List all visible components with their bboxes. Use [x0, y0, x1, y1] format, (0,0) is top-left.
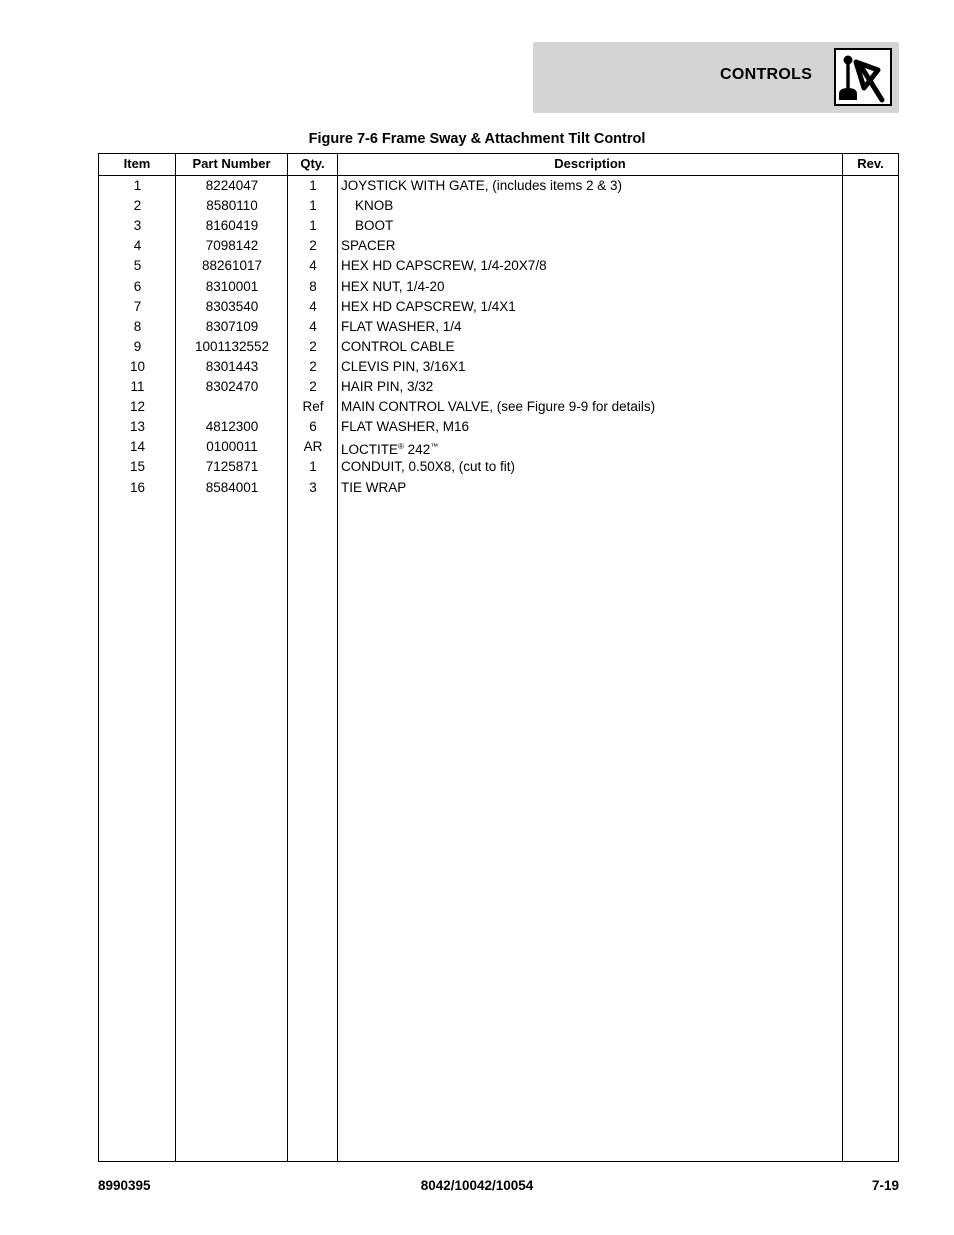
description: FLAT WASHER, M16: [341, 419, 470, 435]
quantity: 1: [309, 218, 317, 234]
part-number: 8584001: [205, 479, 259, 495]
quantity: 3: [309, 479, 317, 495]
quantity: 2: [309, 238, 317, 254]
item-number: 5: [133, 258, 142, 274]
column-header-rev: Rev.: [857, 156, 884, 171]
quantity: 6: [309, 419, 317, 435]
table-row: [99, 457, 898, 477]
table-row: [99, 377, 898, 397]
item-number: 15: [129, 459, 146, 475]
item-number: 7: [133, 298, 142, 314]
trademark-mark: ™: [430, 442, 439, 452]
quantity: AR: [303, 439, 323, 455]
figure-title: Figure 7-6 Frame Sway & Attachment Tilt Control: [308, 131, 646, 147]
column-header-item: Item: [123, 156, 151, 171]
item-number: 3: [133, 218, 142, 234]
description: FLAT WASHER, 1/4: [341, 318, 462, 334]
table-row: [99, 176, 898, 196]
quantity: Ref: [302, 399, 324, 415]
part-number: 0100011: [206, 439, 258, 455]
footer-model-numbers: 8042/10042/10054: [420, 1178, 534, 1193]
quantity: 4: [309, 318, 317, 334]
description: TIE WRAP: [341, 479, 407, 495]
description: CLEVIS PIN, 3/16X1: [341, 358, 466, 374]
description: SPACER: [341, 238, 396, 254]
part-number: 8224047: [205, 178, 259, 193]
item-number: 10: [129, 358, 146, 374]
table-row: [99, 196, 898, 216]
item-number: 9: [133, 338, 142, 354]
description: CONTROL CABLE: [341, 338, 455, 354]
table-row: [99, 317, 898, 337]
part-number: 1001132552: [194, 338, 270, 354]
item-number: 6: [133, 278, 142, 294]
table-row: [99, 277, 898, 297]
column-header-part-number: Part Number: [192, 156, 271, 171]
description: CONDUIT, 0.50X8, (cut to fit): [341, 459, 516, 475]
quantity: 2: [309, 358, 317, 374]
column-header-qty: Qty.: [300, 156, 325, 171]
quantity: 4: [309, 258, 317, 274]
item-number: 1: [133, 178, 142, 193]
part-number: 7125871: [205, 459, 259, 475]
part-number: 8310001: [205, 278, 259, 294]
item-number: 14: [129, 439, 146, 455]
description: HAIR PIN, 3/32: [341, 379, 434, 394]
quantity: 2: [309, 379, 317, 394]
table-row: [99, 297, 898, 317]
table-row: [99, 216, 898, 236]
description: HEX HD CAPSCREW, 1/4-20X7/8: [341, 258, 547, 274]
quantity: 8: [309, 278, 317, 294]
table-row: [99, 236, 898, 256]
item-number: 11: [130, 379, 145, 394]
item-number: 2: [133, 198, 142, 214]
description: KNOB: [355, 198, 394, 214]
part-number: 8303540: [205, 298, 259, 314]
table-row: [99, 478, 898, 498]
part-number: 88261017: [201, 258, 263, 274]
parts-table: [98, 153, 899, 1162]
table-row: [99, 357, 898, 377]
part-number: 8302470: [205, 379, 259, 394]
table-row: [99, 256, 898, 276]
description-text: LOCTITE: [341, 442, 399, 458]
description: BOOT: [355, 218, 394, 234]
registered-mark: ®: [398, 442, 404, 452]
item-number: 12: [129, 399, 146, 415]
footer-document-number: 8990395: [98, 1178, 151, 1193]
item-number: 4: [133, 238, 142, 254]
description-suffix: 242: [403, 442, 431, 458]
description: HEX HD CAPSCREW, 1/4X1: [341, 298, 516, 314]
description: JOYSTICK WITH GATE, (includes items 2 & 3): [341, 178, 623, 193]
joystick-control-icon: [834, 48, 892, 106]
item-number: 13: [129, 419, 146, 435]
table-row: [99, 337, 898, 357]
quantity: 2: [309, 338, 317, 354]
table-row: [99, 417, 898, 437]
quantity: 1: [309, 178, 317, 193]
column-header-description: Description: [554, 156, 626, 171]
part-number: 7098142: [205, 238, 259, 254]
part-number: 8307109: [205, 318, 259, 334]
footer-page-number: 7-19: [871, 1178, 899, 1193]
section-title: CONTROLS: [720, 66, 813, 83]
quantity: 1: [309, 198, 317, 214]
table-row: [99, 437, 898, 457]
description: MAIN CONTROL VALVE, (see Figure 9-9 for details): [341, 399, 656, 415]
description: HEX NUT, 1/4-20: [341, 278, 445, 294]
part-number: 8301443: [205, 358, 259, 374]
part-number: 4812300: [205, 419, 259, 435]
quantity: 1: [309, 459, 317, 475]
item-number: 8: [133, 318, 142, 334]
quantity: 4: [309, 298, 317, 314]
part-number: 8580110: [206, 198, 258, 214]
item-number: 16: [129, 479, 146, 495]
part-number: 8160419: [205, 218, 259, 234]
table-row: [99, 397, 898, 417]
